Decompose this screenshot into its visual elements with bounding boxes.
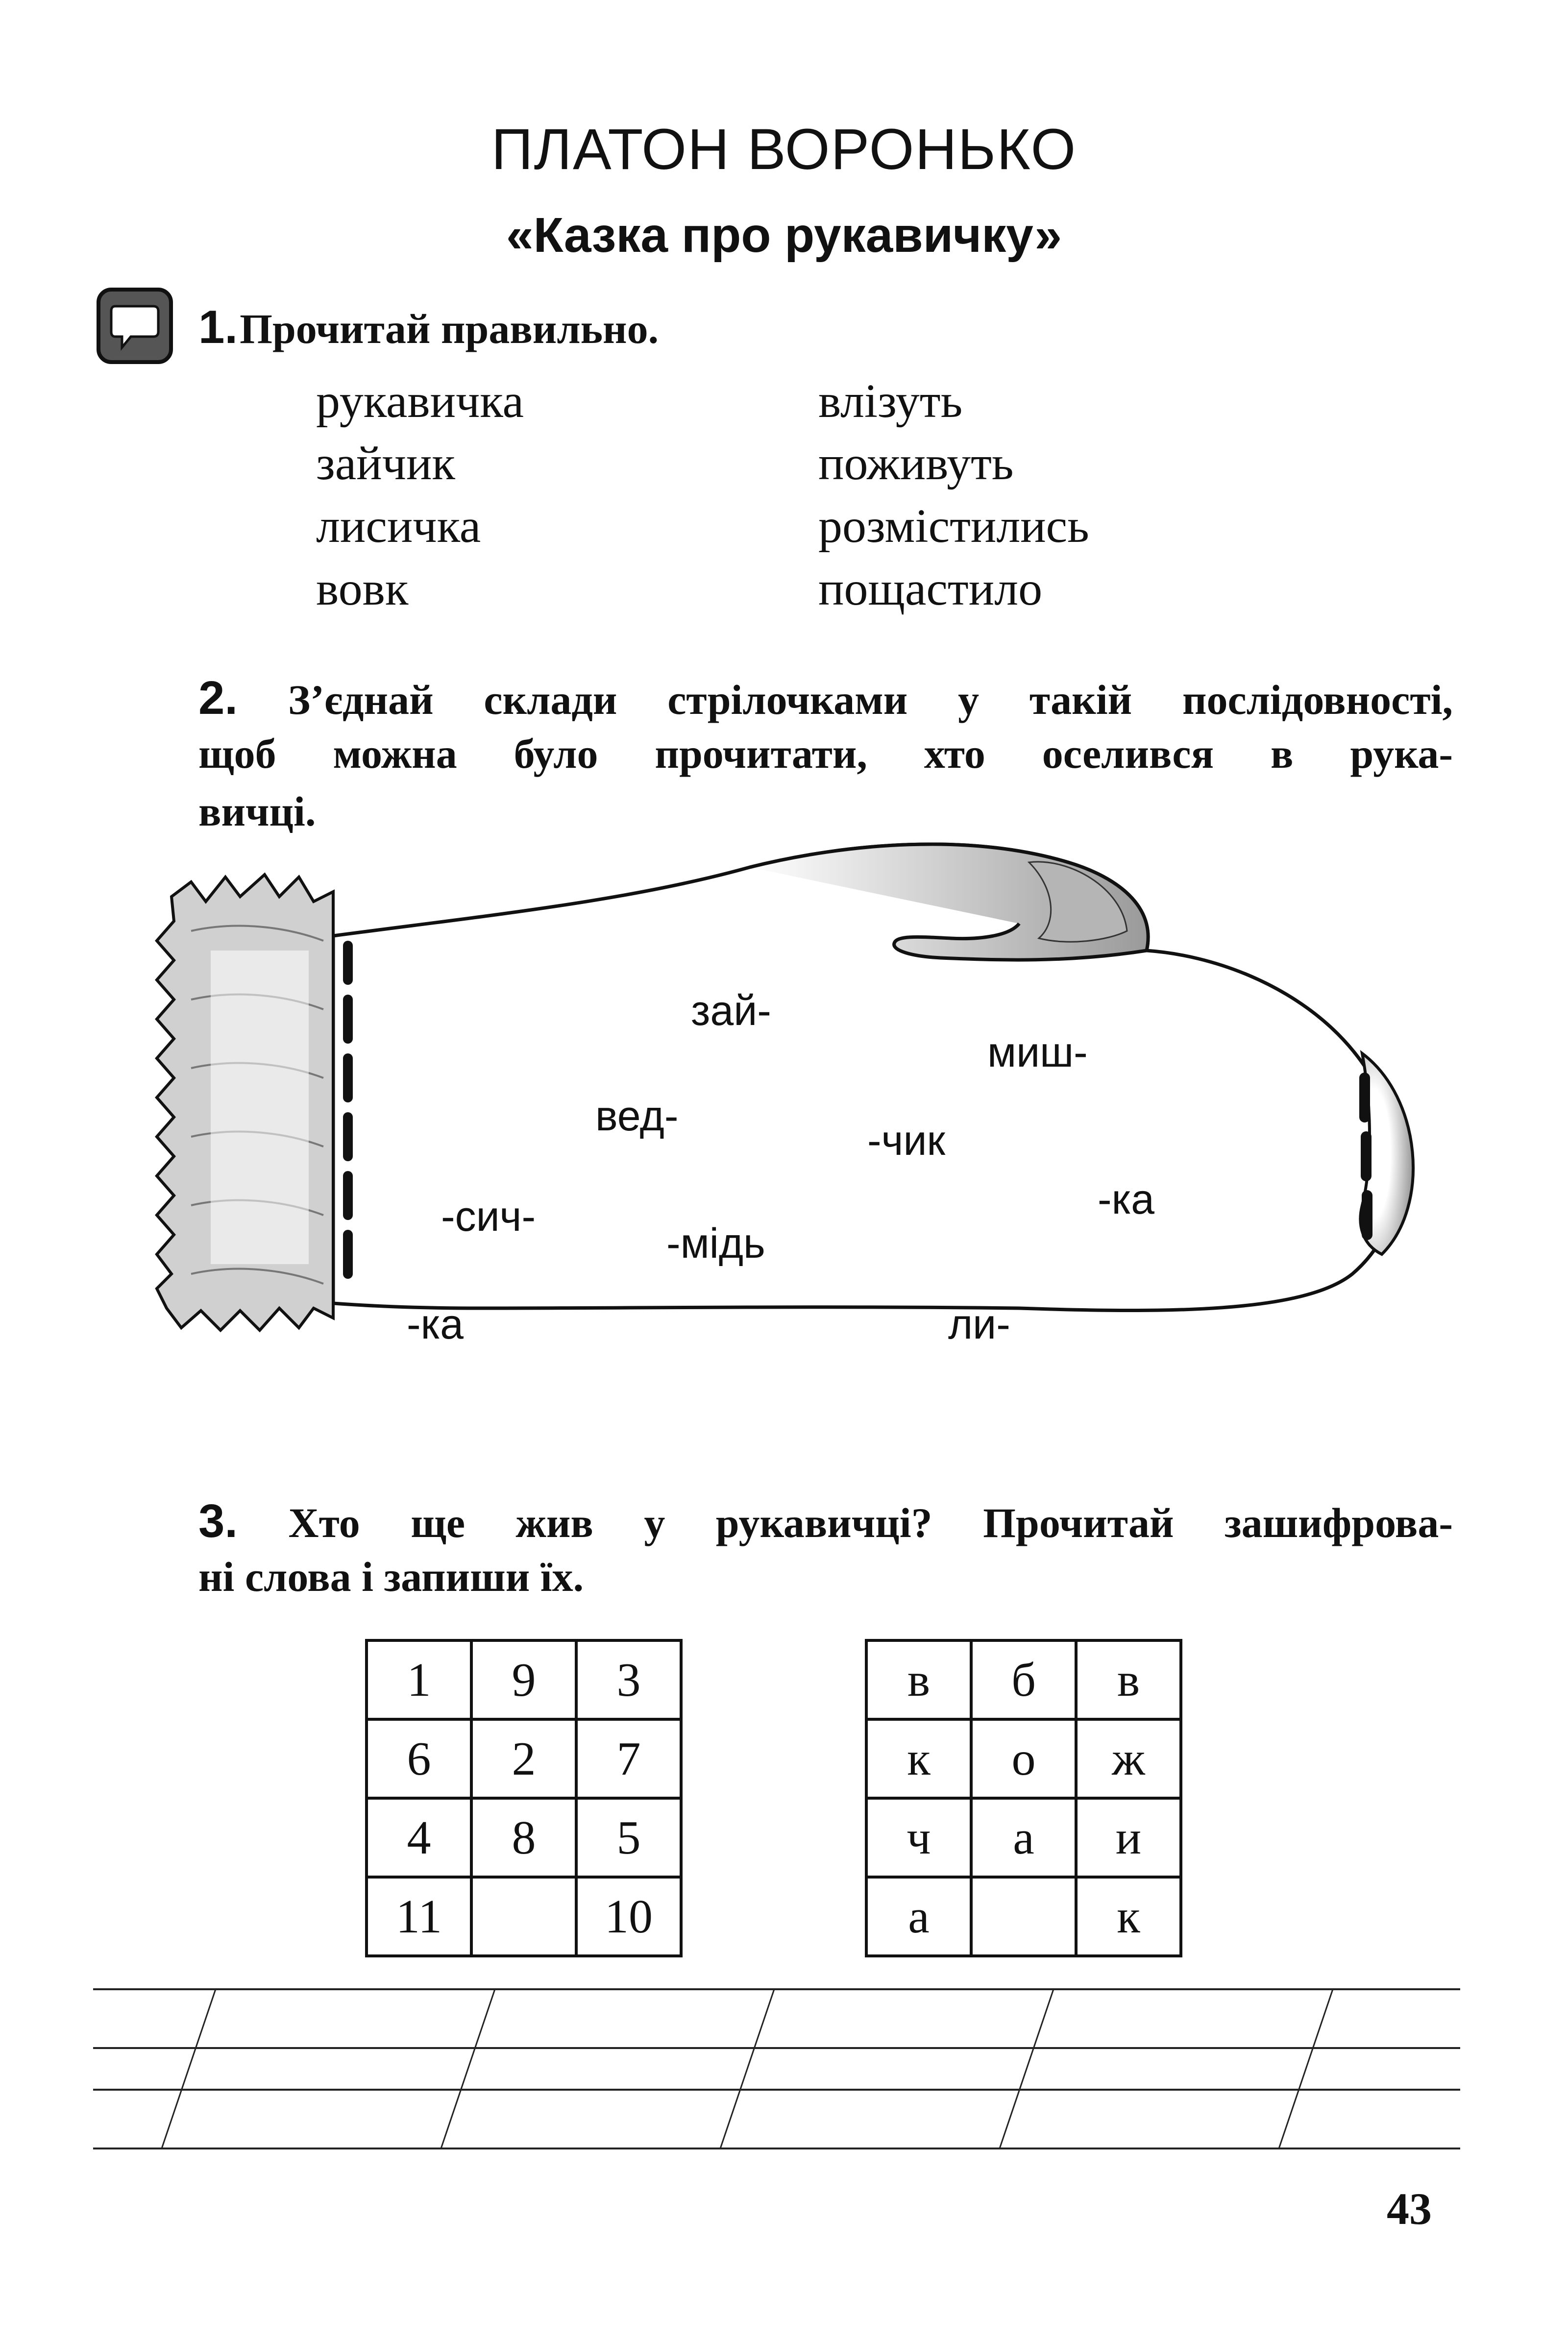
grid-cell: 4: [367, 1798, 471, 1877]
syllable: -чик: [867, 1117, 946, 1164]
grid-cell: а: [866, 1877, 971, 1956]
task2-line: щоб можна було прочитати, хто оселився в рука-: [198, 730, 1453, 777]
syllable: -сич-: [441, 1193, 536, 1240]
grid-cell: 2: [471, 1719, 576, 1798]
task1-number: 1.: [198, 301, 238, 353]
grid-cell: 6: [367, 1719, 471, 1798]
grid-cell: 9: [471, 1640, 576, 1719]
grid-cell: в: [866, 1640, 971, 1719]
work-title: «Казка про рукавичку»: [506, 208, 1062, 263]
grid-cell: 3: [576, 1640, 681, 1719]
grid-cell: и: [1076, 1798, 1181, 1877]
word-list-item: лисичка: [316, 500, 481, 553]
grid-cell: а: [971, 1798, 1076, 1877]
syllable: вед-: [595, 1093, 679, 1140]
task3-line: [198, 1494, 1453, 1548]
letter-grid: [865, 1639, 1182, 1957]
task2-number: 2.: [198, 672, 238, 724]
task3-text: Хто ще жив у рукавичці? Прочитай зашифрова-: [288, 1499, 1453, 1546]
word-list-item: вовк: [316, 562, 409, 615]
grid-cell: в: [1076, 1640, 1181, 1719]
grid-cell: [971, 1877, 1076, 1956]
word-list-item: рукавичка: [316, 375, 524, 428]
syllable: зай-: [691, 987, 771, 1034]
grid-cell: ж: [1076, 1719, 1181, 1798]
number-grid: [365, 1639, 683, 1957]
task2-text: З’єднай склади стрілочками у такій послідовності,: [288, 676, 1453, 723]
task3-number: 3.: [198, 1495, 238, 1547]
grid-cell: к: [1076, 1877, 1181, 1956]
grid-cell: 11: [367, 1877, 471, 1956]
speech-bubble-icon: [96, 287, 174, 365]
mitten-illustration: [137, 823, 1460, 1470]
syllable: ли-: [948, 1301, 1010, 1348]
author-name: ПЛАТОН ВОРОНЬКО: [491, 117, 1077, 182]
word-list-item: розмістились: [818, 500, 1089, 553]
task1-heading: [198, 300, 659, 358]
syllable: -ка: [1098, 1176, 1154, 1223]
task3-line: ні слова і запиши їх.: [198, 1553, 584, 1600]
grid-cell: 7: [576, 1719, 681, 1798]
word-list-item: влізуть: [818, 375, 963, 428]
grid-cell: 5: [576, 1798, 681, 1877]
syllable: -мідь: [666, 1220, 765, 1267]
writing-lines[interactable]: [93, 1979, 1460, 2166]
grid-cell: 8: [471, 1798, 576, 1877]
syllable: миш-: [987, 1029, 1088, 1076]
word-list-item: пощастило: [818, 562, 1043, 615]
task1-instruction: Прочитай правильно.: [240, 305, 659, 352]
grid-cell: б: [971, 1640, 1076, 1719]
grid-cell: о: [971, 1719, 1076, 1798]
grid-cell: 1: [367, 1640, 471, 1719]
word-list-item: поживуть: [818, 437, 1014, 490]
task2-line: вичці.: [198, 788, 316, 835]
syllable: -ка: [407, 1301, 464, 1348]
grid-cell: к: [866, 1719, 971, 1798]
page-number: 43: [1387, 2184, 1432, 2234]
word-list-item: зайчик: [316, 437, 455, 490]
grid-cell: 10: [576, 1877, 681, 1956]
grid-cell: [471, 1877, 576, 1956]
task2-line: [198, 671, 1453, 725]
grid-cell: ч: [866, 1798, 971, 1877]
